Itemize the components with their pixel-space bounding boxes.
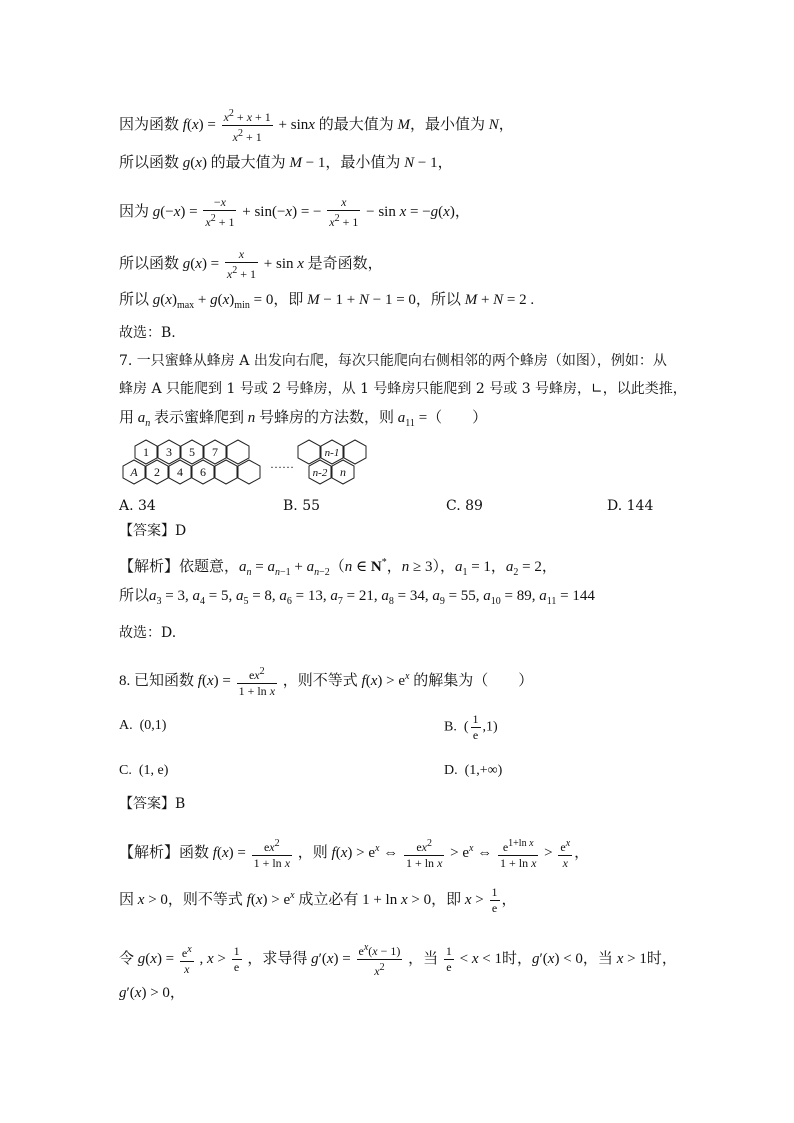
q8-option-d: D. (1,+∞) [444,763,503,778]
hex-label: n-2 [312,467,328,479]
hex-label: n [340,465,346,479]
q7-option-a: A. 34 [119,498,156,514]
line-4: 所以函数 g(x) = $\frac{x}{x^2 + 1}$ + sin x 是奇函数， [119,247,383,281]
solution-8-line-3: 令 g(x) = $\frac{e^x}{x}$ , x > $\frac{1}{e}$ ，求导得 g′(x) = $\frac{e^x(x - 1)}{x^2}$ ，当 $\frac{1}{e}$ < x < 1时，g′(x) < 0，当 x > 1时， [119,942,677,978]
question-7-line-2: 蜂房 A 只能爬到 1 号或 2 号蜂房，从 1 号蜂房只能爬到 2 号或 3 号蜂房，∟，以此类推， [119,381,687,397]
hex-label: 1 [143,445,149,459]
solution-7-line-3: 故选：D. [119,625,177,641]
answer-7: 【答案】D [119,523,187,539]
hex-label: 7 [212,445,218,459]
line-6: 故选：B. [119,325,176,341]
question-7-line-3: 用 $a_n$ 表示蜜蜂爬到 n 号蜂房的方法数，则 $a_{11}$ =（ ） [119,410,488,429]
question-7-line-1: 7. 一只蜜蜂从蜂房 A 出发向右爬，每次只能爬向右侧相邻的两个蜂房（如图），例如：从 [119,353,667,369]
line-2: 所以函数 g(x) 的最大值为 M − 1，最小值为 N − 1， [119,155,453,171]
hex-label: n-1 [324,447,340,459]
solution-8-line-4: g′(x) > 0， [119,985,185,1001]
line-1: 因为函数 f(x) = $\frac{x^2 + x + 1}{x^2 + 1}$ + sinx 的最大值为 M，最小值为 N， [119,108,514,144]
q7-option-c: C. 89 [446,498,483,514]
line-3: 因为 g(−x) = $\frac{-x}{x^2 + 1}$ + sin(−x) = − $\frac{x}{x^2 + 1}$ − sin x = −g(x)， [119,195,470,229]
hex-label: 4 [177,465,183,479]
hex-label: A [130,465,138,479]
fraction: $\frac{x^2 + x + 1}{x^2 + 1}$ [223,108,271,144]
question-8: 8. 已知函数 f(x) = $\frac{ex^2}{\text{1 + ln x}}$ ，则不等式 $f(x) > e^x$ 的解集为（ ） [119,666,534,698]
q8-option-a: A. (0,1) [119,718,167,733]
solution-7-line-1: 【解析】依题意，$a_n = a_{n-1} + a_{n-2}(n$ ∈ N*，n ≥ 3），$a_1 = 1$，$a_2 = 2$， [119,557,557,578]
q8-option-b: B. ( $\frac{1}{e}$ ,1) [444,712,498,742]
hex-label: 2 [154,465,160,479]
honeycomb-figure [118,436,378,492]
solution-8-line-2: 因 x > 0，则不等式 $f(x) > e^x$ 成立必有 1 + ln x > 0，即 x > $\frac{1}{e}$ ， [119,885,517,915]
q8-option-c: C. (1, e) [119,763,169,778]
solution-7-line-2: 所以$a_3 = 3$, $a_4 = 5$, $a_5 = 8$, $a_6 = 13$, $a_7 = 21$, $a_8 = 34$, $a_9 = 55$, $a_{10} = 89$, $a_{11} = 144$ [119,588,595,607]
hex-label: 6 [200,465,206,479]
line-5: 所以 $g(x)_{max} + g(x)_{min} = 0$，即 M − 1 + N − 1 = 0，所以 M + N = 2 . [119,292,535,311]
hex-label: 5 [189,445,195,459]
hex-label: 3 [166,445,172,459]
q7-option-d: D. 144 [607,498,654,514]
q7-option-b: B. 55 [283,498,321,514]
ellipsis: …… [270,457,294,471]
solution-8-line-1: 【解析】函数 f(x) = $\frac{ex^2}{\text{1 + ln x}}$ ，则 $f(x) > e^x$ ⇔ $\frac{ex^2}{\text{1 + ln x}}$ > $e^x$ ⇔ $\frac{e^{1+ln x}}{\text{1 + ln x}}$ > $\frac{e^x}{x}$ ， [119,838,590,870]
answer-8: 【答案】B [119,796,186,812]
